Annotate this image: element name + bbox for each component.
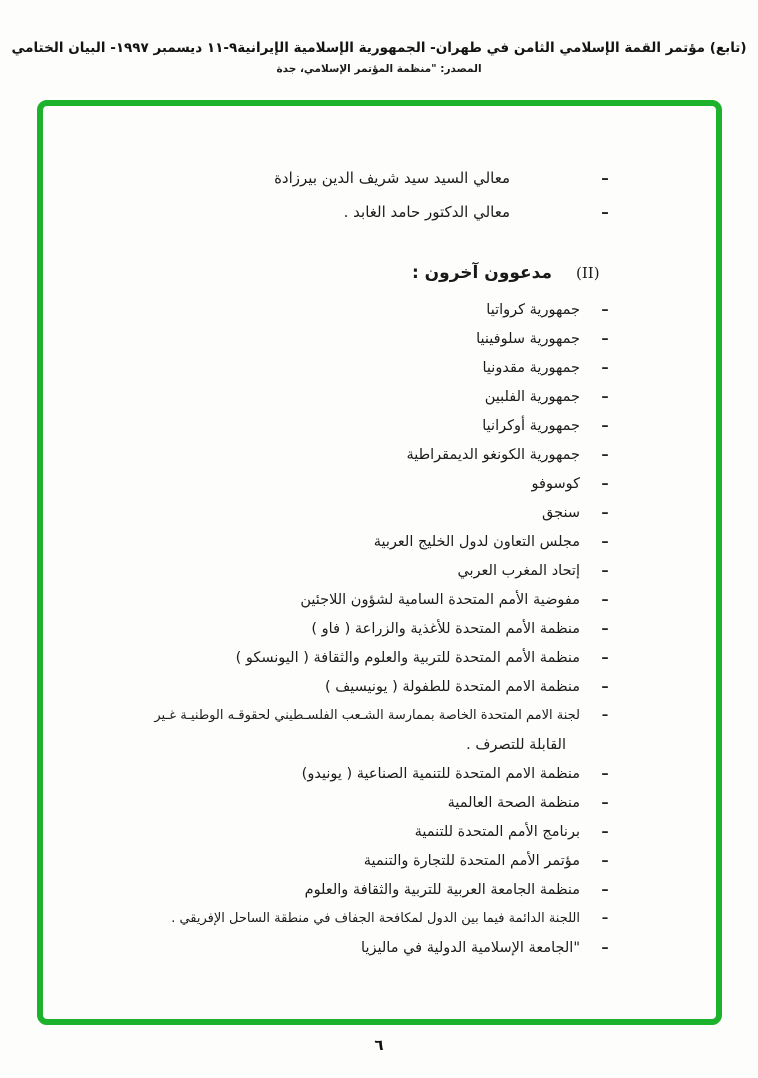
dash-bullet: – [601,649,609,666]
list-item-text: "الجامعة الإسلامية الدولية في ماليزيا [361,939,580,956]
list-item-text: برنامج الأمم المتحدة للتنمية [414,823,580,840]
list-item [59,788,616,817]
dash-bullet: – [601,939,609,956]
list-item-text: منظمة الصحة العالمية [447,794,580,811]
list-item [59,498,616,527]
list-item [59,195,616,229]
list-item-text: لجنة الامم المتحدة الخاصة بممارسة الشـعب الفلسـطيني لحقوقـه الوطنيـة غـير [154,708,580,723]
dash-bullet: – [601,678,609,695]
document-source: المصدر: "منظمة المؤتمر الإسلامي، جدة [276,63,482,75]
dash-bullet: – [601,562,609,579]
list-item-text: جمهورية مقدونيا [482,359,580,376]
list-item [59,295,616,324]
list-item-continuation [59,730,616,759]
invitees-list [59,295,616,962]
list-item [59,353,616,382]
list-item-text: سنجق [542,504,580,521]
dash-bullet: – [601,794,609,811]
dash-bullet: – [601,359,609,376]
list-item-text: جمهورية كرواتيا [486,301,580,318]
list-item-text: مؤتمر الأمم المتحدة للتجارة والتنمية [363,852,580,869]
list-item-text: جمهورية الكونغو الديمقراطية [406,446,580,463]
dash-bullet: – [601,330,609,347]
list-item [59,411,616,440]
dash-bullet: – [601,446,609,463]
list-item [59,382,616,411]
section-title: مدعوون آخرون : [411,263,552,283]
list-item [59,817,616,846]
list-item-text: معالي الدكتور حامد الغابد . [343,203,510,221]
section-marker: (II) [576,264,600,282]
list-item-text: جمهورية الفلبين [484,388,580,405]
list-item [59,161,616,195]
document-header [0,40,758,75]
dash-bullet: – [601,765,609,782]
list-item-text: مجلس التعاون لدول الخليج العربية [373,533,580,550]
list-item [59,643,616,672]
list-item-text: منظمة الأمم المتحدة للتربية والعلوم والثقافة ( اليونسكو ) [235,649,580,666]
list-item [59,759,616,788]
list-item-text: جمهورية أوكرانيا [482,417,580,434]
list-item [59,556,616,585]
dash-bullet: – [601,911,609,926]
dash-bullet: – [601,823,609,840]
list-item [59,469,616,498]
list-item [59,933,616,962]
page-number: ٦ [374,1036,384,1054]
list-item-text: كوسوفو [531,475,580,492]
list-item-text: معالي السيد سيد شريف الدين بيرزادة [274,169,510,187]
list-item [59,585,616,614]
dash-bullet: – [601,533,609,550]
dash-bullet: – [601,620,609,637]
dash-bullet: – [601,388,609,405]
document-title: (تابع) مؤتمر القمة الإسلامي الثامن في طهران- الجمهورية الإسلامية الإيرانية٩-١١ ديسمبر ١٩٩٧- البيان الختامي [11,40,747,56]
dash-bullet: – [601,475,609,492]
list-item-text: منظمة الامم المتحدة للطفولة ( يونيسيف ) [324,678,580,695]
dash-bullet: – [601,591,609,608]
page-content [43,106,716,1019]
dash-bullet: – [601,301,609,318]
dash-bullet: – [601,169,609,187]
list-item-text: منظمة الامم المتحدة للتنمية الصناعية ( يونيدو) [301,765,580,782]
list-item-text: إتحاد المغرب العربي [457,562,580,579]
list-item [59,701,616,730]
list-item [59,875,616,904]
dash-bullet: – [601,708,609,723]
green-border-frame [37,100,722,1025]
dash-bullet: – [601,852,609,869]
list-item-text: منظمة الجامعة العربية للتربية والثقافة والعلوم [304,881,580,898]
list-item [59,904,616,933]
list-item [59,324,616,353]
list-item [59,527,616,556]
list-item [59,440,616,469]
dignitaries-list [59,161,616,229]
list-item-text: اللجنة الدائمة فيما بين الدول لمكافحة الجفاف في منطقة الساحل الإفريقي . [171,911,580,926]
section-heading [59,255,616,291]
dash-bullet: – [601,203,609,221]
list-item [59,614,616,643]
list-item-text: منظمة الأمم المتحدة للأغذية والزراعة ( فاو ) [311,620,580,637]
list-item-text: جمهورية سلوفينيا [476,330,580,347]
dash-bullet: – [601,504,609,521]
list-item-text: مفوضية الأمم المتحدة السامية لشؤون اللاجئين [300,591,580,608]
list-item-text: القابلة للتصرف . [466,736,566,753]
dash-bullet: – [601,417,609,434]
list-item [59,846,616,875]
dash-bullet: – [601,881,609,898]
list-item [59,672,616,701]
